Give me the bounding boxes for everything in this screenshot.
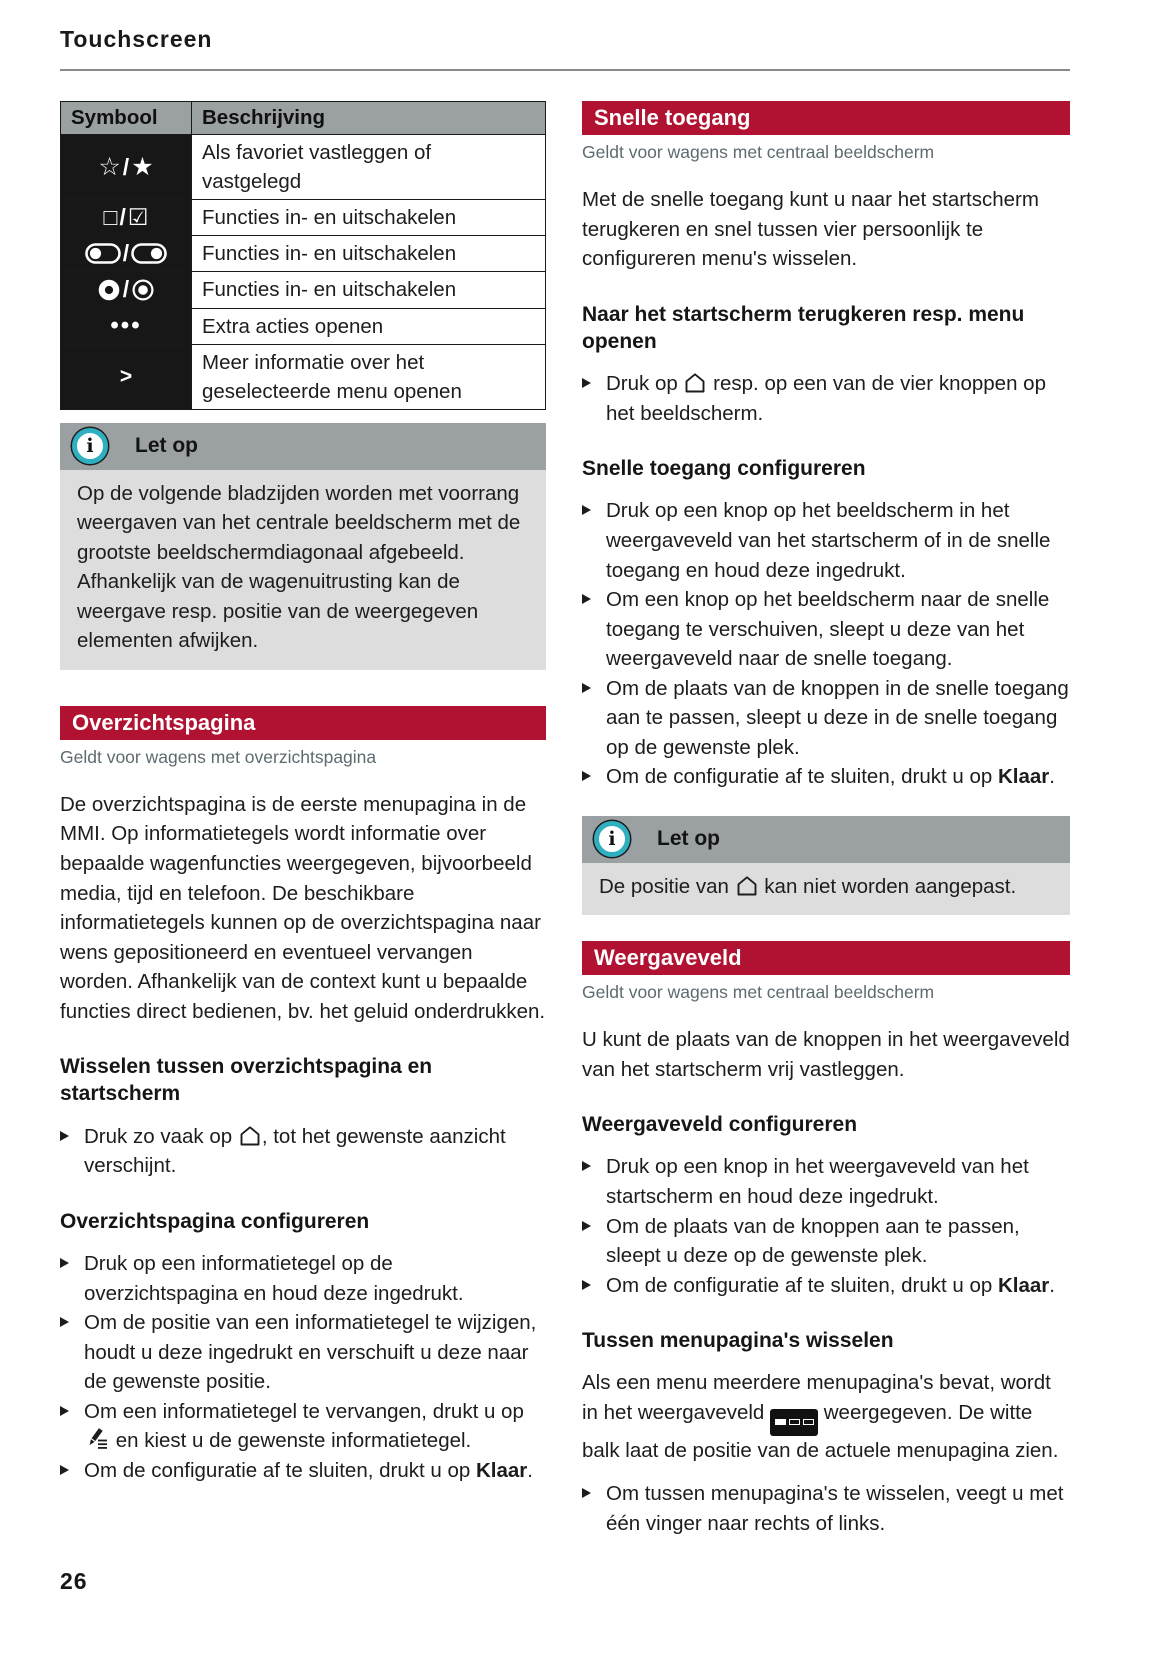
bullet-text: Om de plaats van de knoppen aan te passen, sleept u deze op de gewenste plek. <box>606 1214 1020 1268</box>
table-row <box>61 236 546 272</box>
note-title: Let op <box>657 827 720 851</box>
table-row <box>61 135 546 200</box>
bullet-text: Om de plaats van de knoppen in de snelle toegang aan te passen, sleept u deze in de snelle toegang op de gewenste plek. <box>606 676 1069 759</box>
description-cell: Meer informatie over het geselecteerde menu openen <box>192 344 546 409</box>
note-box <box>60 423 546 670</box>
list-item <box>60 1308 546 1397</box>
note-box <box>582 816 1070 916</box>
bullet-text: Druk op een knop op het beeldscherm in het weergaveveld van het startscherm of in de snelle toegang en houd deze ingedrukt. <box>606 499 1051 582</box>
bullet-text: Om de configuratie af te sluiten, drukt u op Klaar. <box>84 1458 533 1482</box>
slash-separator: / <box>119 204 126 231</box>
klaar-button-label: Klaar <box>998 1273 1050 1297</box>
toggle-right-icon <box>131 243 167 264</box>
bullet-text: Om tussen menupagina's te wisselen, veegt u met één vinger naar rechts of links. <box>606 1482 1064 1535</box>
star-outline-icon: ☆ <box>98 153 121 182</box>
menu-pages-indicator-icon <box>770 1409 818 1436</box>
bullet-triangle-icon <box>582 674 606 763</box>
page-number: 26 <box>60 1568 88 1594</box>
left-column <box>60 101 546 1485</box>
symbol-cell <box>61 308 192 344</box>
paragraph: Met de snelle toegang kunt u naar het startscherm terugkeren en snel tussen vier persoonlijk te configureren menu's wisselen. <box>582 188 1039 271</box>
klaar-button-label: Klaar <box>476 1458 528 1482</box>
right-column <box>582 101 1070 1538</box>
bullet-triangle-icon <box>582 369 606 428</box>
slash-separator: / <box>122 240 130 267</box>
section-banner-snelle-toegang <box>582 101 1070 135</box>
list-item <box>582 585 1070 674</box>
subsection-heading: Wisselen tussen overzichtspagina en startscherm <box>60 1055 433 1106</box>
list-item <box>582 1479 1070 1538</box>
bullet-triangle-icon <box>582 762 606 792</box>
info-icon: i <box>72 428 108 464</box>
bullet-text: Om de configuratie af te sluiten, drukt u op Klaar. <box>606 1273 1055 1297</box>
bullet-text: Om een knop op het beeldscherm naar de snelle toegang te verschuiven, sleept u deze van het weergaveveld naar de snelle toegang. <box>606 588 1050 671</box>
checkbox-checked-icon: ☑ <box>127 204 149 231</box>
section-subtitle: Geldt voor wagens met overzichtspagina <box>60 746 377 767</box>
table-row <box>61 308 546 344</box>
note-header <box>60 423 546 470</box>
bullet-text: Druk zo vaak op , tot het gewenste aanzicht verschijnt. <box>84 1124 506 1178</box>
bullet-text: Om de configuratie af te sluiten, drukt u op Klaar. <box>606 765 1055 789</box>
bullet-text: Druk op resp. op een van de vier knoppen op het beeldscherm. <box>606 372 1046 425</box>
description-cell: Functies in- en uitschakelen <box>192 200 546 236</box>
toggle-left-icon <box>85 243 121 264</box>
table-row <box>61 344 546 409</box>
paragraph: Als een menu meerdere menupagina's bevat, wordt in het weergaveveld weergegeven. De witte balk laat de positie van de actuele menupagina zien. <box>582 1371 1059 1462</box>
ellipsis-icon: ••• <box>110 312 142 340</box>
home-icon <box>683 372 707 393</box>
description-cell: Functies in- en uitschakelen <box>192 236 546 272</box>
radio-ring-icon <box>131 278 155 302</box>
bullet-triangle-icon <box>582 496 606 585</box>
column-header-symbol: Symbool <box>61 102 192 135</box>
bullet-text: Om een informatietegel te vervangen, drukt u op en kiest u de gewenste informatietegel. <box>84 1399 524 1453</box>
bullet-triangle-icon <box>582 1271 606 1301</box>
radio-filled-icon <box>97 278 121 302</box>
bullet-triangle-icon <box>582 1479 606 1538</box>
home-icon <box>735 875 759 896</box>
bullet-triangle-icon <box>60 1122 84 1181</box>
bullet-triangle-icon <box>60 1249 84 1308</box>
table-row <box>61 200 546 236</box>
slash-separator: / <box>122 153 130 180</box>
note-body: De positie van kan niet worden aangepast. <box>582 863 1070 916</box>
list-item <box>582 762 1070 792</box>
note-title: Let op <box>135 434 198 458</box>
slash-separator: / <box>122 276 130 303</box>
list-item <box>60 1456 546 1486</box>
chevron-right-icon: > <box>119 364 133 388</box>
info-icon: i <box>594 821 630 857</box>
page-title: Touchscreen <box>60 26 213 52</box>
page-header <box>60 26 1070 71</box>
list-item <box>60 1122 546 1181</box>
list-item <box>582 1212 1070 1271</box>
bullet-triangle-icon <box>60 1456 84 1486</box>
table-header-row <box>61 102 546 135</box>
subsection-heading: Naar het startscherm terugkeren resp. menu openen <box>582 302 1025 353</box>
home-icon <box>238 1125 262 1146</box>
bullet-text: Om de positie van een informatietegel te wijzigen, houdt u deze ingedrukt en verschuift u deze naar de gewenste positie. <box>84 1311 537 1394</box>
bullet-triangle-icon <box>582 1212 606 1271</box>
star-filled-icon: ★ <box>131 153 154 182</box>
note-header <box>582 816 1070 863</box>
bullet-text: Druk op een knop in het weergaveveld van het startscherm en houd deze ingedrukt. <box>606 1155 1029 1208</box>
section-banner-label: Weergaveveld <box>594 945 742 971</box>
subsection-heading: Weergaveveld configureren <box>582 1113 858 1137</box>
bullet-triangle-icon <box>582 1152 606 1211</box>
section-subtitle: Geldt voor wagens met centraal beeldscherm <box>582 982 935 1003</box>
symbol-cell <box>61 236 192 272</box>
klaar-button-label: Klaar <box>998 765 1050 789</box>
section-banner-label: Snelle toegang <box>594 105 751 130</box>
bullet-triangle-icon <box>60 1308 84 1397</box>
section-banner-label: Overzichtspagina <box>72 709 256 735</box>
subsection-heading: Snelle toegang configureren <box>582 457 866 481</box>
description-cell: Functies in- en uitschakelen <box>192 272 546 308</box>
symbol-cell <box>61 135 192 200</box>
table-row <box>61 272 546 308</box>
list-item <box>582 674 1070 763</box>
bullet-triangle-icon <box>582 585 606 674</box>
subsection-heading: Overzichtspagina configureren <box>60 1209 370 1233</box>
section-banner-overzichtspagina <box>60 706 546 740</box>
list-item <box>582 496 1070 585</box>
symbol-cell <box>61 272 192 308</box>
edit-tile-icon <box>84 1426 110 1450</box>
bullet-triangle-icon <box>60 1397 84 1456</box>
section-subtitle: Geldt voor wagens met centraal beeldscherm <box>582 142 935 162</box>
symbol-cell <box>61 200 192 236</box>
note-body: Op de volgende bladzijden worden met voorrang weergaven van het centrale beeldscherm met de grootste beeldschermdiagonaal afgebeeld. Afhankelijk van de wagenuitrusting kan de weergave resp. positie van de weergegeven elementen afwijken. <box>60 470 546 670</box>
content-columns <box>60 101 1070 1538</box>
paragraph: De overzichtspagina is de eerste menupagina in de MMI. Op informatietegels wordt informatie over bepaalde wagenfuncties weergegeven, bijvoorbeeld media, tijd en telefoon. De beschikbare informatietegels kunnen op de overzichtspagina naar wens gepositioneerd en eventueel vervangen worden. Afhankelijk van de context kunt u bepaalde functies direct bedienen, bv. het geluid onderdrukken. <box>60 792 546 1023</box>
column-header-description: Beschrijving <box>192 102 546 135</box>
paragraph: U kunt de plaats van de knoppen in het weergaveveld van het startscherm vrij vastleggen. <box>582 1028 1070 1081</box>
description-cell: Als favoriet vastleggen of vastgelegd <box>192 135 546 200</box>
description-cell: Extra acties openen <box>192 308 546 344</box>
list-item <box>582 1271 1070 1301</box>
list-item <box>60 1249 546 1308</box>
list-item <box>582 369 1070 428</box>
symbol-table <box>60 101 546 410</box>
section-banner-weergaveveld <box>582 941 1070 975</box>
subsection-heading: Tussen menupagina's wisselen <box>582 1329 894 1353</box>
list-item <box>582 1152 1070 1211</box>
bullet-text: Druk op een informatietegel op de overzichtspagina en houd deze ingedrukt. <box>84 1252 464 1305</box>
symbol-cell <box>61 344 192 409</box>
list-item <box>60 1397 546 1456</box>
checkbox-empty-icon: □ <box>103 204 118 231</box>
